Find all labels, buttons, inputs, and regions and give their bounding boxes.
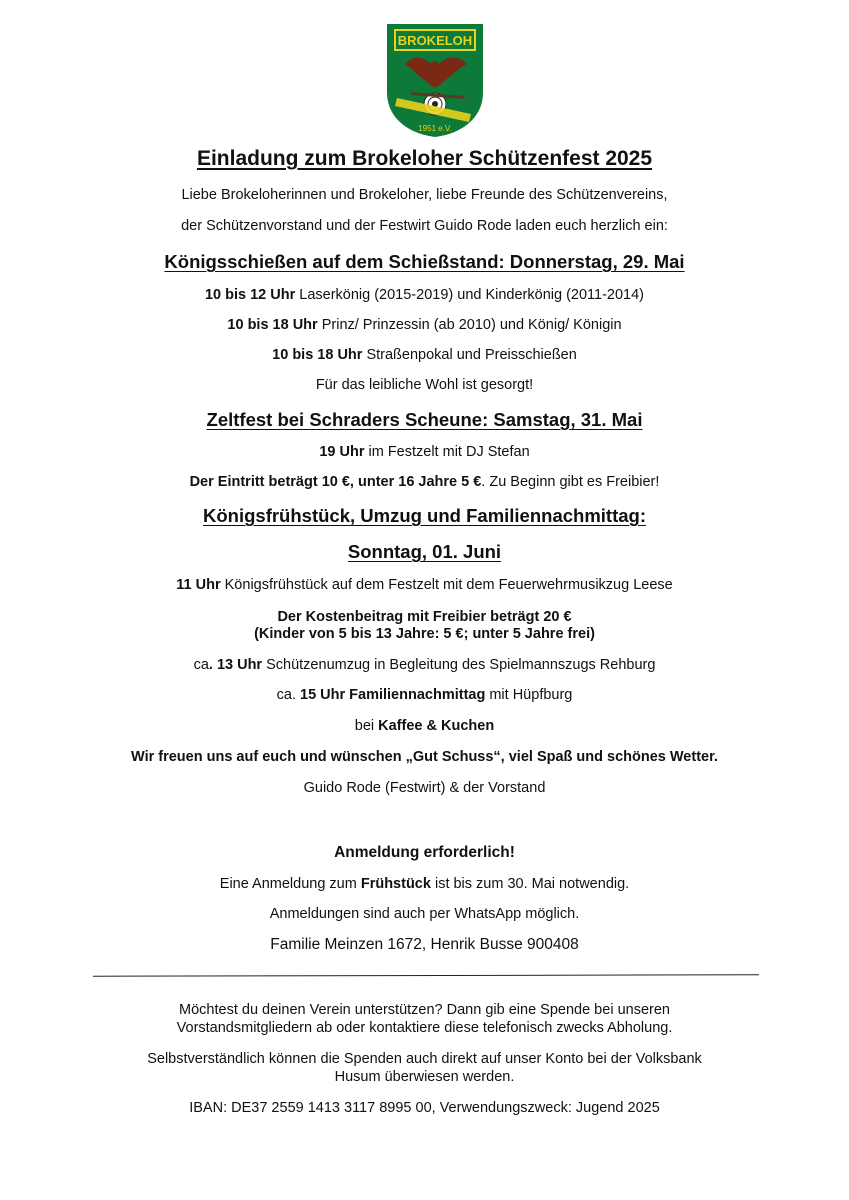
zeltfest-time-text: im Festzelt mit DJ Stefan bbox=[364, 444, 530, 460]
schedule-item-prinz-koenig bbox=[0, 317, 849, 333]
club-crest-logo bbox=[385, 22, 485, 138]
schedule-time: 10 bis 18 Uhr bbox=[227, 317, 318, 333]
intro-line-1: Liebe Brokeloherinnen und Brokeloher, liebe Freunde des Schützenvereins, bbox=[181, 187, 668, 203]
breakfast-time: 11 Uhr bbox=[176, 577, 221, 593]
donation-p2-line-1: Selbstverständlich können die Spenden auch direkt auf unser Konto bei der Volksbank bbox=[147, 1051, 702, 1067]
crest-club-name: BROKELOH bbox=[397, 33, 473, 48]
divider-line bbox=[93, 974, 759, 976]
section-heading-koenigsfruehstueck: Königsfrühstück, Umzug und Familiennachmittag: bbox=[203, 505, 646, 526]
schedule-time: 10 bis 18 Uhr bbox=[272, 347, 363, 363]
registration-line-2: Anmeldungen sind auch per WhatsApp möglich. bbox=[269, 906, 580, 922]
registration-pre: Eine Anmeldung zum bbox=[219, 876, 361, 892]
schedule-item-strassenpokal bbox=[0, 347, 849, 363]
crest-year: 1951 e.V. bbox=[418, 124, 452, 133]
breakfast-line bbox=[0, 577, 849, 593]
breakfast-text: Königsfrühstück auf dem Festzelt mit dem Feuerwehrmusikzug Leese bbox=[220, 577, 673, 593]
signature: Guido Rode (Festwirt) & der Vorstand bbox=[303, 780, 546, 796]
schedule-text: Straßenpokal und Preisschießen bbox=[362, 347, 577, 363]
registration-bold: Frühstück bbox=[360, 876, 431, 892]
zeltfest-entry-price: Der Eintritt beträgt 10 €, unter 16 Jahre 5 € bbox=[189, 474, 482, 490]
schedule-time: 10 bis 12 Uhr bbox=[204, 287, 296, 303]
parade-text: Schützenumzug in Begleitung des Spielmannszugs Rehburg bbox=[262, 657, 656, 673]
family-time: 15 Uhr Familiennachmittag bbox=[300, 687, 486, 703]
family-text: mit Hüpfburg bbox=[485, 687, 573, 703]
schedule-text: Prinz/ Prinzessin (ab 2010) und König/ Königin bbox=[317, 317, 622, 333]
family-prefix: ca. bbox=[276, 687, 300, 703]
cost-line-1: Der Kostenbeitrag mit Freibier beträgt 20 € bbox=[277, 609, 572, 625]
iban-line: IBAN: DE37 2559 1413 3117 8995 00, Verwendungszweck: Jugend 2025 bbox=[189, 1100, 660, 1116]
registration-contacts: Familie Meinzen 1672, Henrik Busse 900408 bbox=[270, 936, 579, 953]
page-title: Einladung zum Brokeloher Schützenfest 2025 bbox=[196, 147, 653, 170]
section-heading-koenigsschiessen: Königsschießen auf dem Schießstand: Donnerstag, 29. Mai bbox=[164, 251, 685, 272]
zeltfest-time-line bbox=[0, 444, 849, 460]
zeltfest-entry-text: . Zu Beginn gibt es Freibier! bbox=[481, 474, 660, 490]
schedule-text: Laserkönig (2015-2019) und Kinderkönig (2011-2014) bbox=[295, 287, 645, 303]
schedule-item-laserkoenig bbox=[0, 287, 849, 303]
donation-p1-line-1: Möchtest du deinen Verein unterstützen? Dann gib eine Spende bei unseren bbox=[179, 1002, 670, 1018]
zeltfest-entry-line bbox=[0, 474, 849, 490]
coffee-line bbox=[0, 718, 849, 734]
registration-heading: Anmeldung erforderlich! bbox=[334, 844, 515, 861]
section-heading-sonntag: Sonntag, 01. Juni bbox=[347, 541, 502, 562]
coffee-prefix: bei bbox=[354, 718, 379, 734]
family-afternoon-line bbox=[0, 687, 849, 703]
registration-line-1 bbox=[0, 876, 849, 892]
closing-line: Wir freuen uns auf euch und wünschen „Gut Schuss“, viel Spaß und schönes Wetter. bbox=[131, 749, 718, 765]
cost-line-2: (Kinder von 5 bis 13 Jahre: 5 €; unter 5 Jahre frei) bbox=[254, 626, 595, 642]
coffee-bold: Kaffee & Kuchen bbox=[378, 718, 495, 734]
parade-time: . 13 Uhr bbox=[208, 657, 263, 673]
donation-p1-line-2: Vorstandsmitgliedern ab oder kontaktiere diese telefonisch zwecks Abholung. bbox=[176, 1020, 673, 1036]
intro-line-2: der Schützenvorstand und der Festwirt Guido Rode laden euch herzlich ein: bbox=[181, 218, 668, 234]
registration-post: ist bis zum 30. Mai notwendig. bbox=[430, 876, 630, 892]
catering-note: Für das leibliche Wohl ist gesorgt! bbox=[315, 377, 534, 393]
parade-prefix: ca bbox=[193, 657, 209, 673]
zeltfest-time: 19 Uhr bbox=[319, 444, 365, 460]
section-heading-zeltfest: Zeltfest bei Schraders Scheune: Samstag, 31. Mai bbox=[206, 409, 643, 430]
parade-line bbox=[0, 657, 849, 673]
donation-p2-line-2: Husum überwiesen werden. bbox=[334, 1069, 515, 1085]
